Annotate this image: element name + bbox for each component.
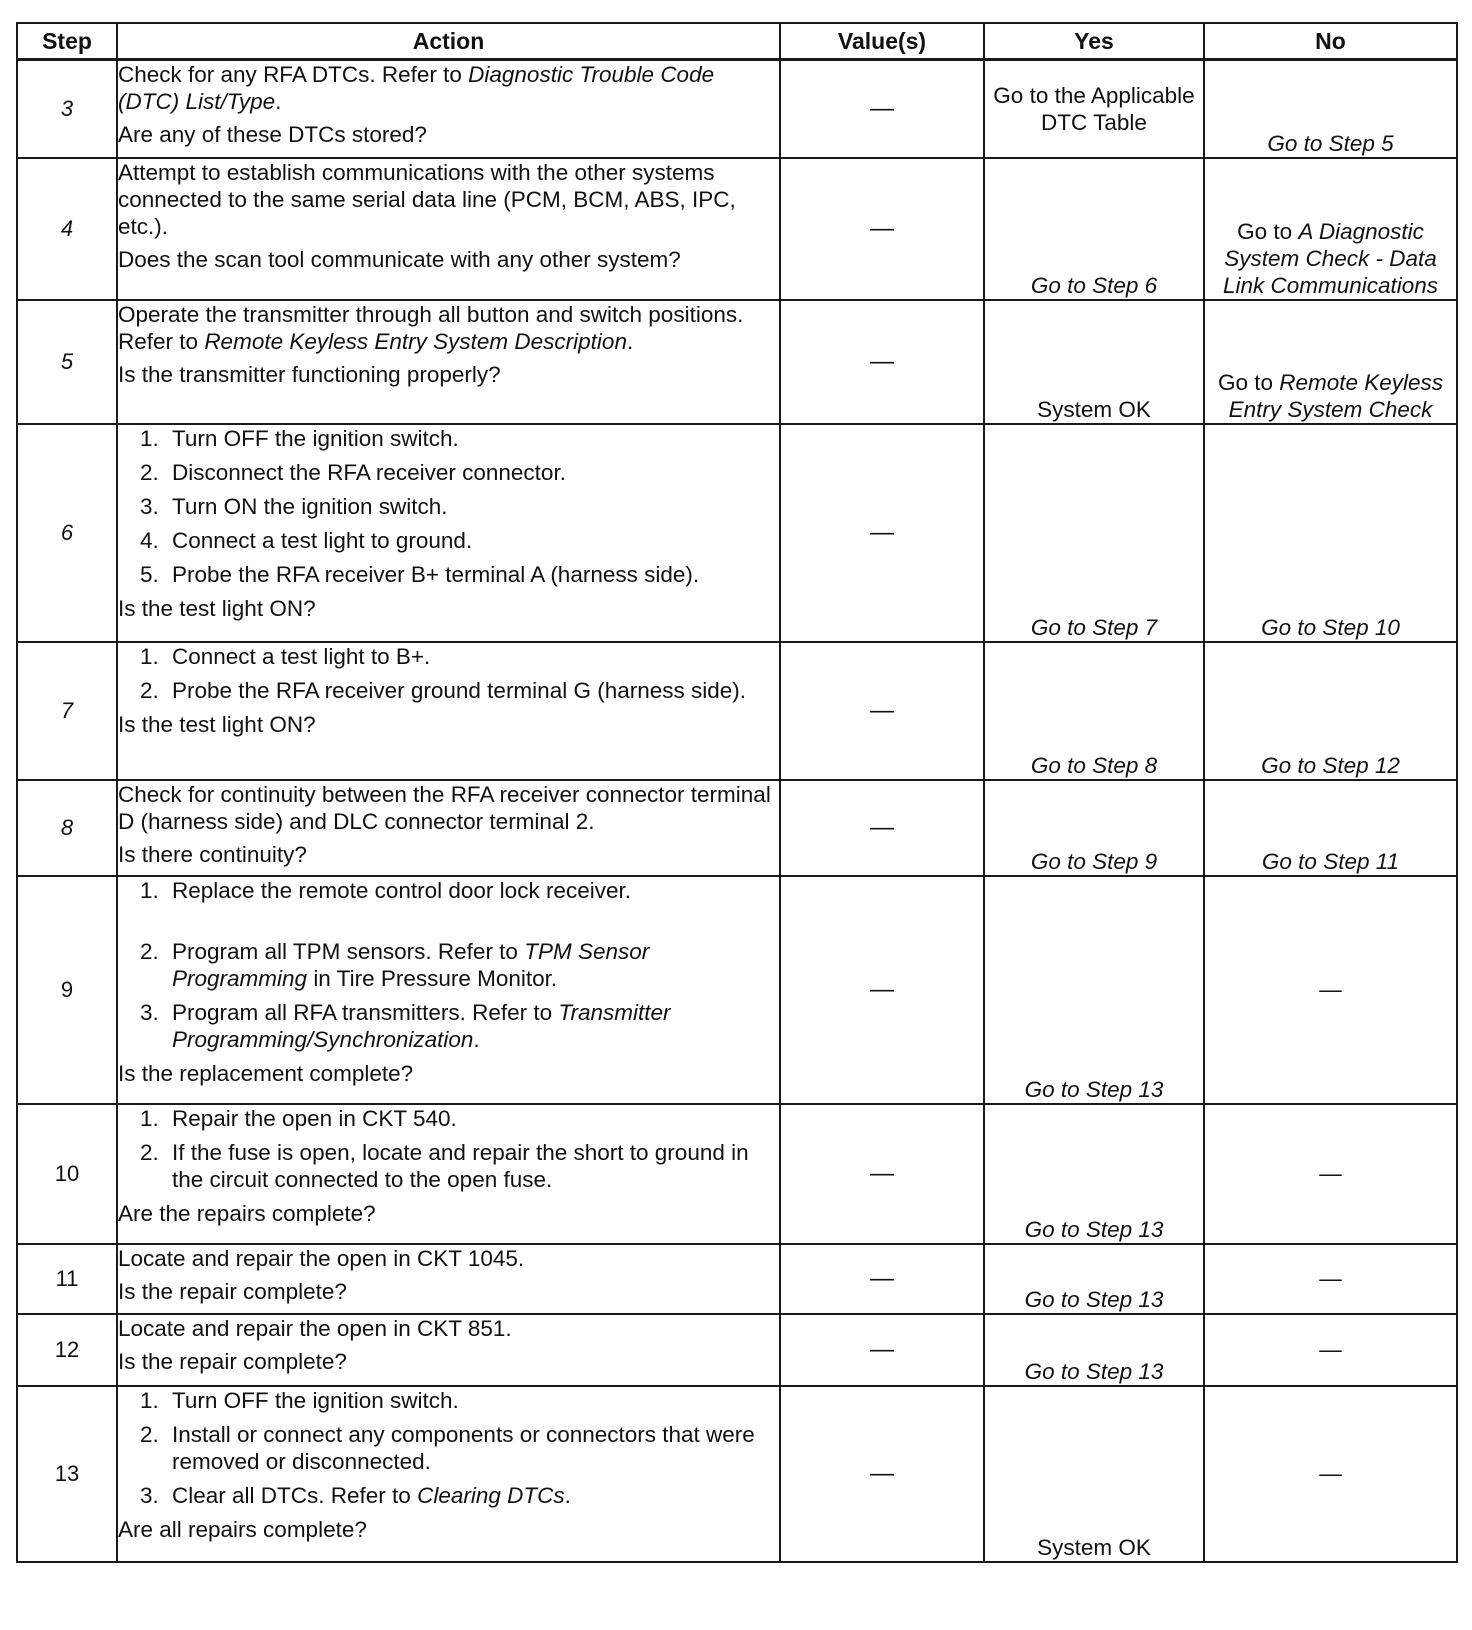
action-cell xyxy=(117,876,780,1104)
action-steps-list xyxy=(118,877,779,1053)
list-item: 4. Connect a test light to ground. xyxy=(140,527,473,553)
action-question: Does the scan tool communicate with any other system? xyxy=(118,246,681,272)
action-cell xyxy=(117,1244,780,1314)
action-cell xyxy=(117,158,780,300)
yes-cell: System OK xyxy=(984,1386,1204,1562)
list-item: 5. Probe the RFA receiver B+ terminal A (harness side). xyxy=(140,561,700,587)
action-question: Is there continuity? xyxy=(118,841,307,867)
table-row xyxy=(17,1244,1457,1314)
no-cell: Go to Step 11 xyxy=(1204,780,1457,876)
action-question: Are all repairs complete? xyxy=(118,1516,367,1542)
list-item: 1. Turn OFF the ignition switch. xyxy=(140,1387,459,1413)
list-item: 3. Turn ON the ignition switch. xyxy=(140,493,448,519)
yes-cell: Go to Step 13 xyxy=(984,1244,1204,1314)
no-cell: Go to Remote Keyless Entry System Check xyxy=(1204,300,1457,424)
action-steps-list xyxy=(118,425,779,588)
action-steps-list xyxy=(118,1387,779,1509)
action-text: Check for continuity between the RFA receiver connector terminal D (harness side) and DLC connector terminal 2. xyxy=(118,781,771,834)
table-row xyxy=(17,876,1457,1104)
header-yes: Yes xyxy=(984,23,1204,60)
list-item: 2. Disconnect the RFA receiver connector. xyxy=(140,459,566,485)
step-number: 10 xyxy=(17,1104,117,1244)
table-row xyxy=(17,300,1457,424)
step-number: 7 xyxy=(17,642,117,780)
action-text: Locate and repair the open in CKT 851. xyxy=(118,1315,512,1341)
no-cell: Go to Step 10 xyxy=(1204,424,1457,642)
step-number: 11 xyxy=(17,1244,117,1314)
yes-cell: Go to Step 6 xyxy=(984,158,1204,300)
value-cell: — xyxy=(780,642,984,780)
no-cell: — xyxy=(1204,876,1457,1104)
value-cell: — xyxy=(780,1314,984,1386)
no-cell: Go to Step 5 xyxy=(1204,60,1457,158)
list-item: 2. If the fuse is open, locate and repair the short to ground in the circuit connected to the open fuse. xyxy=(140,1139,749,1192)
action-question: Are the repairs complete? xyxy=(118,1200,376,1226)
value-cell: — xyxy=(780,424,984,642)
no-cell: — xyxy=(1204,1314,1457,1386)
table-row xyxy=(17,158,1457,300)
step-number: 13 xyxy=(17,1386,117,1562)
header-action: Action xyxy=(117,23,780,60)
action-question: Is the repair complete? xyxy=(118,1348,347,1374)
no-cell: — xyxy=(1204,1386,1457,1562)
value-cell: — xyxy=(780,60,984,158)
list-item: 1. Turn OFF the ignition switch. xyxy=(140,425,459,451)
no-cell: — xyxy=(1204,1244,1457,1314)
list-item: 2. Probe the RFA receiver ground terminal G (harness side). xyxy=(140,677,747,703)
action-cell xyxy=(117,642,780,780)
yes-cell: Go to Step 9 xyxy=(984,780,1204,876)
table-row xyxy=(17,1314,1457,1386)
action-cell xyxy=(117,424,780,642)
action-question: Is the test light ON? xyxy=(118,711,316,737)
table-row xyxy=(17,60,1457,158)
action-text: Attempt to establish communications with the other systems connected to the same serial data line (PCM, BCM, ABS, IPC, etc.). xyxy=(118,159,736,239)
action-question: Is the repair complete? xyxy=(118,1278,347,1304)
action-text: Check for any RFA DTCs. Refer to Diagnostic Trouble Code (DTC) List/Type. xyxy=(118,62,715,114)
action-text: Locate and repair the open in CKT 1045. xyxy=(118,1245,525,1271)
value-cell: — xyxy=(780,300,984,424)
list-item: 1. Replace the remote control door lock receiver. xyxy=(140,877,631,903)
header-no: No xyxy=(1204,23,1457,60)
list-item: 1. Connect a test light to B+. xyxy=(140,643,431,669)
action-question: Is the test light ON? xyxy=(118,595,316,621)
value-cell: — xyxy=(780,1104,984,1244)
yes-cell: Go to the Applicable DTC Table xyxy=(984,60,1204,158)
value-cell: — xyxy=(780,780,984,876)
action-question: Are any of these DTCs stored? xyxy=(118,122,427,147)
action-question: Is the replacement complete? xyxy=(118,1060,414,1086)
list-item: 3. Program all RFA transmitters. Refer to Transmitter Programming/Synchronization. xyxy=(140,999,671,1052)
step-number: 3 xyxy=(17,60,117,158)
step-number: 6 xyxy=(17,424,117,642)
no-cell: Go to A Diagnostic System Check - Data Link Communications xyxy=(1204,158,1457,300)
value-cell: — xyxy=(780,158,984,300)
diagnostic-table xyxy=(16,22,1458,1563)
table-row xyxy=(17,780,1457,876)
yes-cell: Go to Step 13 xyxy=(984,1104,1204,1244)
table-row xyxy=(17,642,1457,780)
list-item: 1. Repair the open in CKT 540. xyxy=(140,1105,457,1131)
yes-cell: Go to Step 8 xyxy=(984,642,1204,780)
header-step: Step xyxy=(17,23,117,60)
no-cell: Go to Step 12 xyxy=(1204,642,1457,780)
value-cell: — xyxy=(780,876,984,1104)
yes-cell: Go to Step 13 xyxy=(984,1314,1204,1386)
action-cell xyxy=(117,1386,780,1562)
step-number: 12 xyxy=(17,1314,117,1386)
yes-cell: Go to Step 13 xyxy=(984,876,1204,1104)
list-item: 2. Install or connect any components or connectors that were removed or disconnected. xyxy=(140,1421,755,1474)
action-question: Is the transmitter functioning properly? xyxy=(118,361,501,387)
list-item: 3. Clear all DTCs. Refer to Clearing DTCs. xyxy=(140,1482,571,1508)
header-row xyxy=(17,23,1457,60)
table-row xyxy=(17,1386,1457,1562)
value-cell: — xyxy=(780,1244,984,1314)
action-cell xyxy=(117,60,780,158)
step-number: 8 xyxy=(17,780,117,876)
value-cell: — xyxy=(780,1386,984,1562)
header-values: Value(s) xyxy=(780,23,984,60)
step-number: 4 xyxy=(17,158,117,300)
table-row xyxy=(17,1104,1457,1244)
yes-cell: Go to Step 7 xyxy=(984,424,1204,642)
action-text: Operate the transmitter through all button and switch positions. Refer to Remote Keyless Entry System Description. xyxy=(118,301,744,354)
action-cell xyxy=(117,780,780,876)
step-number: 5 xyxy=(17,300,117,424)
list-item: 2. Program all TPM sensors. Refer to TPM Sensor Programming in Tire Pressure Monitor. xyxy=(140,938,650,991)
action-cell xyxy=(117,1314,780,1386)
action-cell xyxy=(117,1104,780,1244)
yes-cell: System OK xyxy=(984,300,1204,424)
action-cell xyxy=(117,300,780,424)
action-steps-list xyxy=(118,1105,779,1193)
table-row xyxy=(17,424,1457,642)
step-number: 9 xyxy=(17,876,117,1104)
action-steps-list xyxy=(118,643,779,704)
no-cell: — xyxy=(1204,1104,1457,1244)
